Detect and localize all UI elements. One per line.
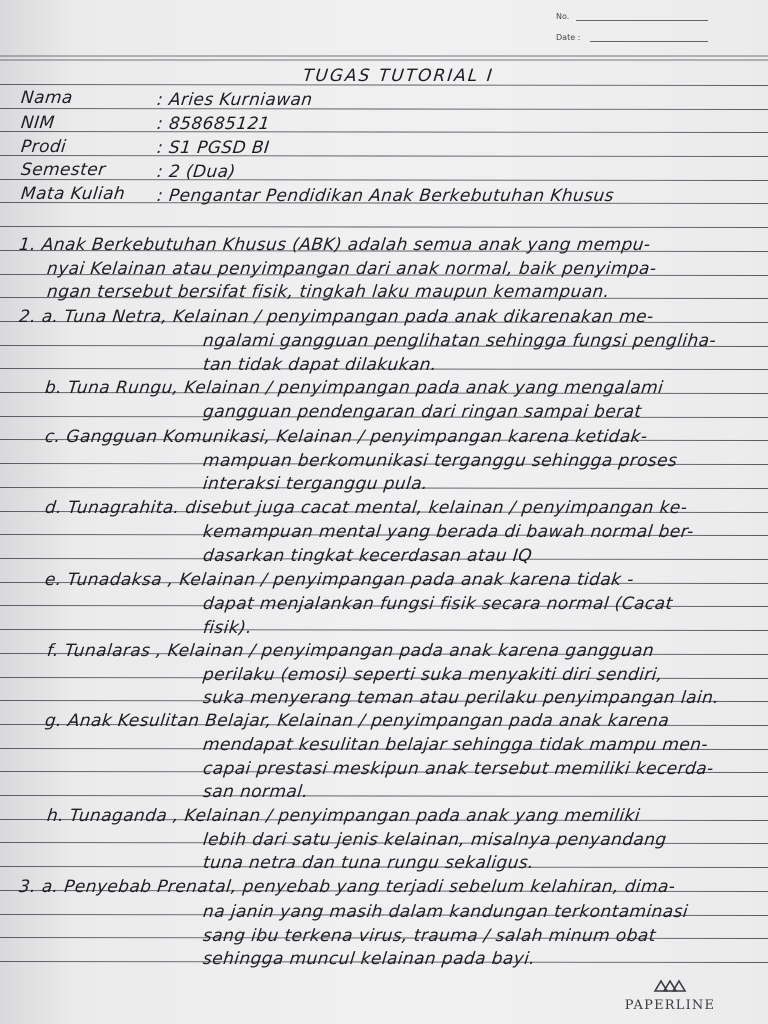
text-line: c. Gangguan Komunikasi, Kelainan / penyimpangan karena ketidak-	[44, 427, 649, 447]
text-line: ngalami gangguan penglihatan sehingga fungsi pengliha-	[202, 331, 718, 351]
paperline-logo	[620, 978, 720, 1013]
text-line: gangguan pendengaran dari ringan sampai berat	[202, 402, 643, 422]
text-line: suka menyerang teman atau perilaku penyimpangan lain.	[202, 688, 721, 708]
text-line: 3. a. Penyebab Prenatal, penyebab yang terjadi sebelum kelahiran, dima-	[18, 877, 677, 897]
text-line: tuna netra dan tuna rungu sekaligus.	[202, 853, 536, 873]
date-label: Date :	[556, 33, 581, 42]
text-line: e. Tunadaksa , Kelainan / penyimpangan pada anak karena tidak -	[44, 570, 635, 590]
date-field	[556, 33, 580, 42]
text-line: tan tidak dapat dilakukan.	[202, 355, 438, 375]
brand-name: PAPERLINE	[624, 998, 716, 1013]
identity-label-name: Nama	[20, 88, 74, 108]
text-line: dapat menjalankan fungsi fisik secara normal (Cacat	[202, 594, 674, 614]
text-line: capai prestasi meskipun anak tersebut memiliki kecerda-	[202, 759, 715, 779]
ruled-line	[0, 630, 768, 631]
identity-label-prodi: Prodi	[20, 137, 68, 157]
text-line: ngan tersebut bersifat fisik, tingkah laku maupun kemampuan.	[46, 282, 611, 302]
identity-value-name: : Aries Kurniawan	[156, 90, 314, 110]
text-line: d. Tunagrahita. disebut juga cacat mental, kelainan / penyimpangan ke-	[44, 498, 689, 518]
text-line: san normal.	[202, 782, 310, 802]
page-title: TUGAS TUTORIAL I	[302, 66, 495, 86]
text-line: kemampuan mental yang berada di bawah normal ber-	[202, 522, 695, 542]
text-line: nyai Kelainan atau penyimpangan dari anak normal, baik penyimpa-	[46, 259, 658, 279]
text-line: lebih dari satu jenis kelainan, misalnya penyandang	[202, 830, 668, 850]
ruled-line	[0, 796, 768, 797]
text-line: interaksi terganggu pula.	[202, 474, 429, 494]
text-line: sehingga muncul kelainan pada bayi.	[202, 949, 537, 969]
text-line: g. Anak Kesulitan Belajar, Kelainan / penyimpangan pada anak karena	[44, 711, 671, 731]
ruled-line	[0, 180, 768, 181]
ruled-line	[0, 156, 768, 157]
text-line: na janin yang masih dalam kandungan terkontaminasi	[202, 902, 690, 922]
identity-label-nim: NIM	[20, 113, 56, 133]
text-line: fisik).	[202, 618, 254, 638]
date-line	[590, 41, 708, 42]
paperline-mark-icon	[653, 979, 687, 993]
identity-value-course: : Pengantar Pendidikan Anak Berkebutuhan Khusus	[156, 186, 615, 206]
ruled-line	[0, 132, 768, 133]
ruled-line	[0, 109, 768, 110]
text-line: mendapat kesulitan belajar sehingga tidak mampu men-	[202, 735, 710, 755]
text-line: h. Tunaganda , Kelainan / penyimpangan pada anak yang memiliki	[46, 806, 642, 826]
identity-value-semester: : 2 (Dua)	[156, 162, 237, 182]
text-line: 2. a. Tuna Netra, Kelainan / penyimpangan pada anak dikarenakan me-	[18, 307, 655, 327]
no-line	[576, 20, 708, 21]
identity-value-prodi: : S1 PGSD BI	[156, 138, 271, 158]
text-line: b. Tuna Rungu, Kelainan / penyimpangan pada anak yang mengalami	[44, 378, 665, 398]
no-label: No.	[556, 12, 570, 21]
identity-value-nim: : 858685121	[156, 114, 271, 134]
text-line: mampuan berkomunikasi terganggu sehingga proses	[202, 451, 679, 471]
text-line: f. Tunalaras , Kelainan / penyimpangan pada anak karena gangguan	[46, 641, 656, 661]
text-line: sang ibu terkena virus, trauma / salah minum obat	[202, 926, 657, 946]
ruled-line	[0, 227, 768, 228]
no-field	[556, 12, 569, 21]
text-line: dasarkan tingkat kecerdasan atau IQ	[202, 546, 534, 566]
identity-label-course: Mata Kuliah	[20, 184, 127, 204]
identity-label-semester: Semester	[20, 160, 107, 180]
text-line: perilaku (emosi) seperti suka menyakiti diri sendiri,	[202, 665, 664, 685]
text-line: 1. Anak Berkebutuhan Khusus (ABK) adalah semua anak yang mempu-	[18, 235, 652, 255]
